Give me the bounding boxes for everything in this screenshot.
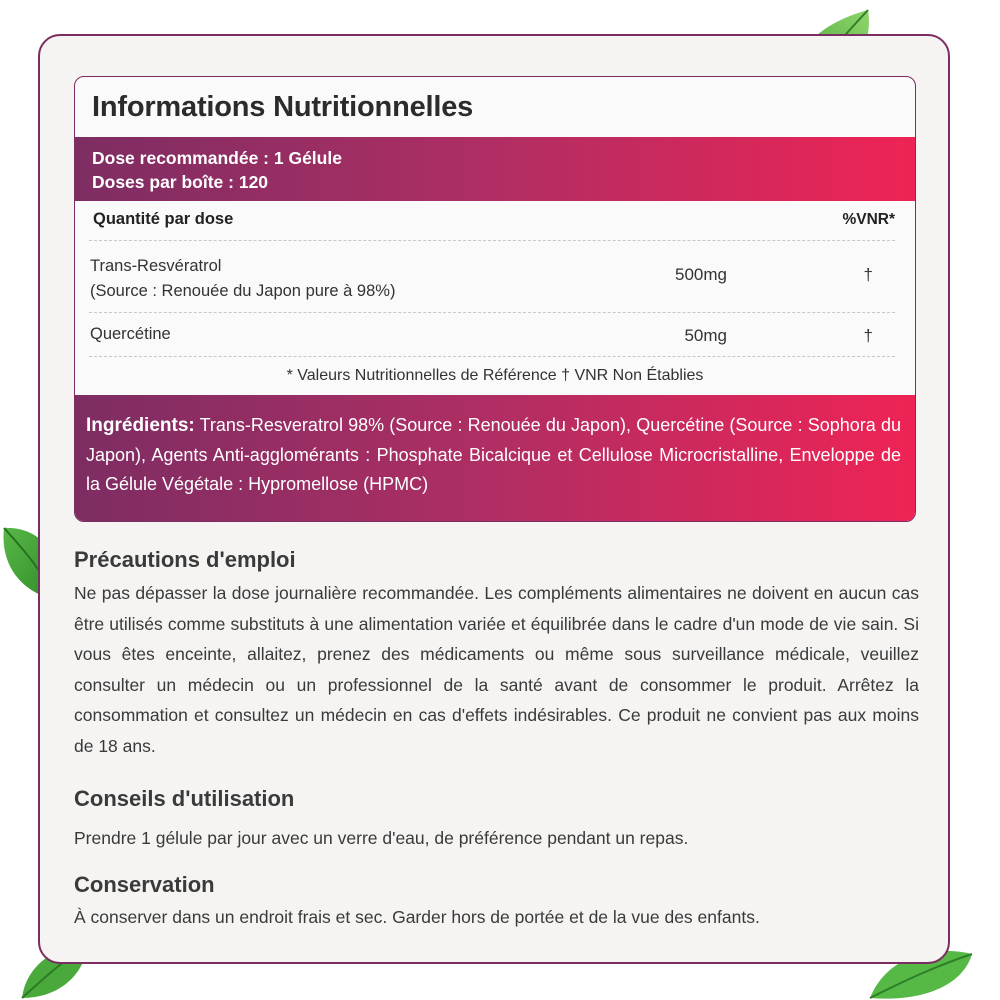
dose-band	[75, 137, 915, 201]
table-title: Informations Nutritionnelles	[92, 91, 474, 123]
table-row	[89, 313, 895, 357]
nutrient-source: (Source : Renouée du Japon pure à 98%)	[90, 282, 396, 300]
ingredients-text: Trans-Resveratrol 98% (Source : Renouée du Japon), Quercétine (Source : Sophora du Japon), Agents Anti-agglomérants : Phosphate Bicalcique et Cellulose Microcristalline, Enveloppe de la Gélule Végétale : Hypromellose (HPMC)	[86, 415, 901, 494]
precautions-text: Ne pas dépasser la dose journalière recommandée. Les compléments alimentaires ne doivent en aucun cas être utilisés comme substituts à une alimentation variée et équilibrée dans le cadre d'un mode de vie sain. Si vous êtes enceinte, allaitez, prenez des médicaments ou même sous surveillance médicale, veuillez consulter un médecin ou un professionnel de la santé avant de consommer le produit. Arrêtez la consommation et consultez un médecin en cas d'effets indésirables. Ce produit ne convient pas aux moins de 18 ans.	[74, 583, 919, 756]
quantity-header: Quantité par dose	[93, 210, 234, 228]
nutrient-label: Trans-Resvératrol	[90, 257, 222, 275]
table-header-row	[89, 201, 895, 241]
precautions-title: Précautions d'emploi	[74, 547, 296, 572]
dose-recommended: Dose recommandée : 1 Gélule	[92, 148, 342, 168]
vnr-header: %VNR*	[842, 211, 895, 228]
storage-text: À conserver dans un endroit frais et sec. Garder hors de portée et de la vue des enfants.	[74, 907, 760, 927]
nutrition-table	[74, 76, 916, 522]
nutrient-quantity: 50mg	[684, 326, 727, 345]
nutrient-quantity: 500mg	[675, 265, 727, 284]
nutrient-vnr: †	[863, 265, 873, 284]
table-row	[89, 241, 895, 313]
ingredients-band	[75, 395, 915, 521]
nutrient-name	[90, 254, 395, 304]
usage-title: Conseils d'utilisation	[74, 786, 295, 811]
nutrient-label: Quercétine	[90, 325, 171, 343]
storage-title: Conservation	[74, 872, 215, 897]
nutrient-vnr: †	[863, 326, 873, 345]
ingredients-label: Ingrédients:	[86, 415, 195, 436]
table-footnote: * Valeurs Nutritionnelles de Référence † VNR Non Établies	[286, 367, 704, 384]
nutrient-name	[90, 322, 171, 347]
usage-text: Prendre 1 gélule par jour avec un verre d'eau, de préférence pendant un repas.	[74, 828, 689, 848]
doses-per-box: Doses par boîte : 120	[92, 172, 269, 192]
